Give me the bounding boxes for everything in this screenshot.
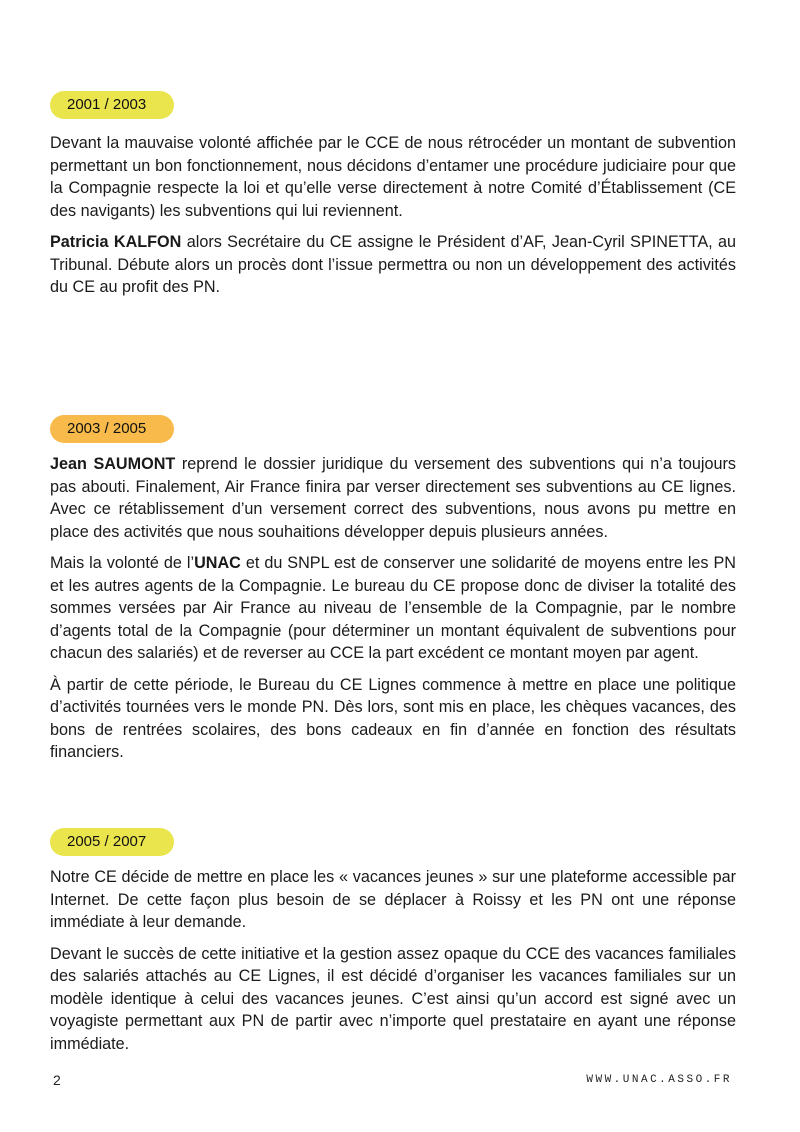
period-badge: 2003 / 2005: [50, 415, 174, 443]
website-url: WWW.UNAC.ASSO.FR: [586, 1074, 732, 1086]
period-badge: 2005 / 2007: [50, 828, 174, 856]
person-name: Patricia KALFON: [50, 233, 182, 251]
paragraph: [50, 231, 736, 299]
paragraph-text: et du SNPL est de conserver une solidarité de moyens entre les PN et les autres agents de la Compagnie. Le bureau du CE propose donc de diviser la totalité des sommes versées par Air France au niveau de l’ensemble de la Compagnie, par le nombre d’agents total de la Compagnie (pour déterminer un montant équivalent de subventions pour chacun des salariés) et de reverser au CCE la part excédent ce montant moyen par agent.: [50, 554, 736, 662]
period-badge: 2001 / 2003: [50, 91, 174, 119]
paragraph: Devant le succès de cette initiative et la gestion assez opaque du CCE des vacances familiales des salariés attachés au CE Lignes, il est décidé d’organiser les vacances familiales sur un modèle identique à celui des vacances jeunes. C’est ainsi qu’un accord est signé avec un voyagiste permettant aux PN de partir avec n’importe quel prestataire en ayant une réponse immédiate.: [50, 944, 736, 1053]
paragraph: À partir de cette période, le Bureau du CE Lignes commence à mettre en place une politique d’activités tournées vers le monde PN. Dès lors, sont mis en place, les chèques vacances, des bons de rentrées scolaires, des bons cadeaux en fin d’année en fonction des résultats financiers.: [50, 675, 736, 761]
paragraph: Devant la mauvaise volonté affichée par le CCE de nous rétrocéder un montant de subvention permettant un bon fonctionnement, nous décidons d’entamer une procédure judiciaire pour que la Compagnie respecte la loi et qu’elle verse directement à notre Comité d’Établissement (CE des navigants) les subventions qui lui reviennent.: [50, 134, 736, 220]
paragraph: [50, 453, 736, 543]
paragraph-text: alors Secrétaire du CE assigne le Président d’AF, Jean-Cyril SPINETTA, au Tribunal. Débute alors un procès dont l’issue permettra ou non un développement des activités du CE au profit des PN.: [50, 233, 736, 296]
paragraph: [50, 552, 736, 665]
section-body: [50, 132, 736, 299]
page-number: 2: [53, 1072, 61, 1088]
paragraph-text: Mais la volonté de l’: [50, 554, 195, 572]
paragraph: Notre CE décide de mettre en place les « vacances jeunes » sur une plateforme accessible par Internet. De cette façon plus besoin de se déplacer à Roissy et les PN ont une réponse immédiate à leur demande.: [50, 868, 736, 931]
paragraph-text: reprend le dossier juridique du versement des subventions qui n’a toujours pas abouti. Finalement, Air France finira par verser directement ses subventions au CE lignes. Avec ce rétablissement d’un versement correct des subventions, nous avons pu mettre en place des activités que nous souhaitions développer depuis plusieurs années.: [50, 455, 736, 541]
org-name: UNAC: [194, 554, 241, 572]
section-body: [50, 453, 736, 764]
person-name: Jean SAUMONT: [50, 455, 176, 473]
section-body: [50, 866, 736, 1055]
